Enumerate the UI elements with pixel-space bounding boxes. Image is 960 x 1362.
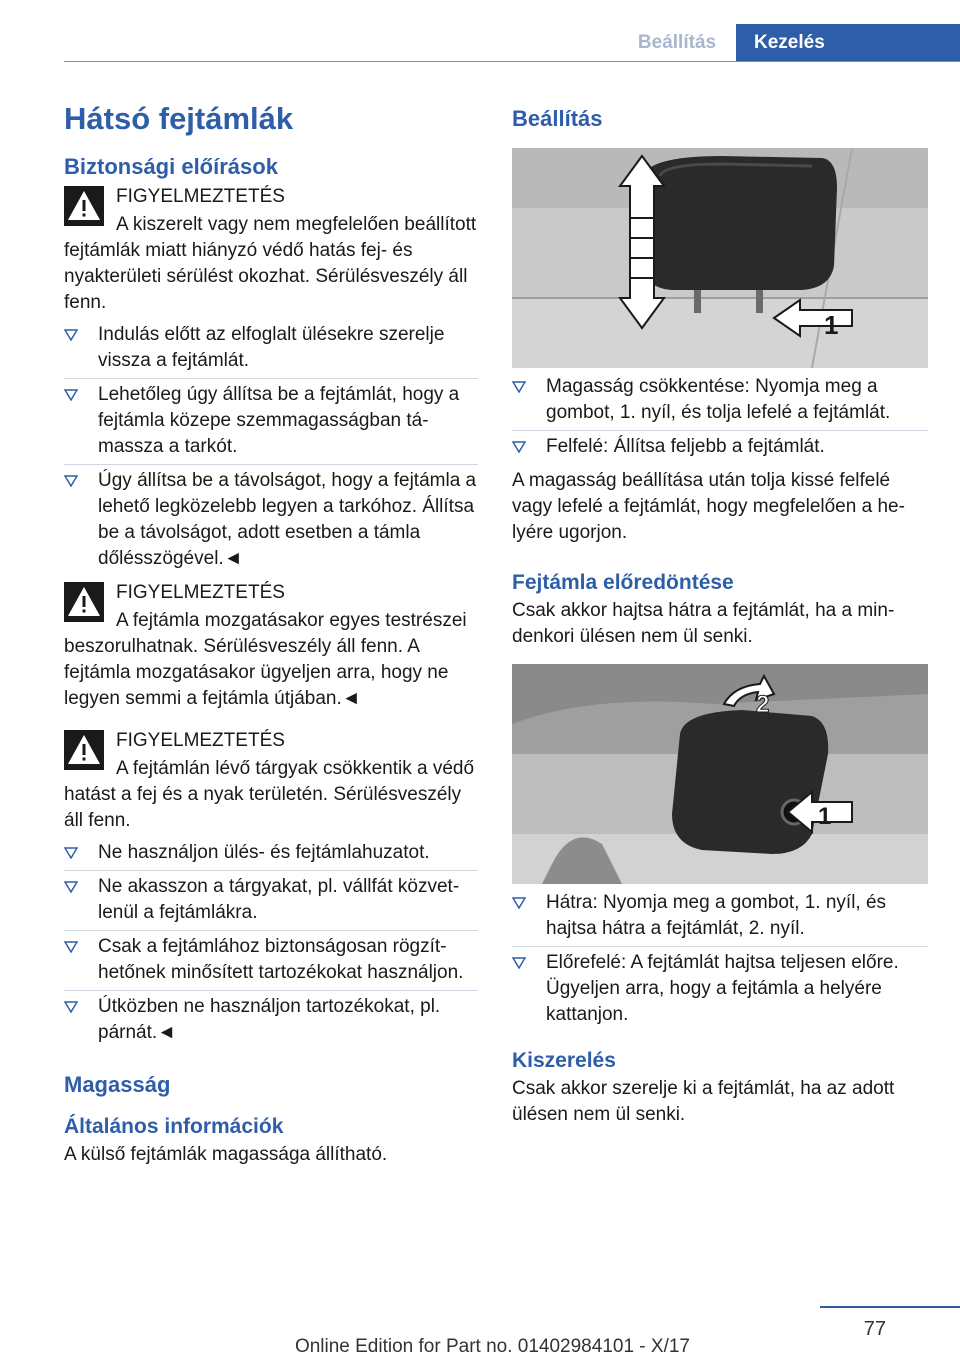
page-number: 77 <box>863 1318 886 1340</box>
remove-text: Csak akkor szerelje ki a fejtámlát, ha az adott ülésen nem ül senki. <box>512 1078 895 1125</box>
list-item <box>512 374 928 426</box>
triangle-bullet-icon <box>512 897 526 909</box>
tilt-list <box>512 890 928 1028</box>
triangle-bullet-icon <box>64 329 78 341</box>
warning-text: A fejtámlán lévő tárgyak csökkentik a védő hatást a fej és a nyak területén. Sérülésveszély áll fenn. <box>64 758 475 831</box>
divider <box>64 464 478 465</box>
headrest-tilt-figure <box>512 664 928 884</box>
warning-title: FIGYELMEZTETÉS <box>116 730 285 751</box>
triangle-bullet-icon <box>512 441 526 453</box>
warning-title: FIGYELMEZTETÉS <box>116 582 285 603</box>
triangle-bullet-icon <box>64 941 78 953</box>
tilt-text: Csak akkor hajtsa hátra a fejtámlát, ha a mindenkori ülésen nem ül senki. <box>512 600 895 647</box>
list-item-text: Előrefelé: A fejtámlát hajtsa teljesen előre. Ügyeljen arra, hogy a fejtámla a helyére kattanjon. <box>546 952 899 1025</box>
list-item-text: Útközben ne használjon tartozékokat, pl. párnát.◄ <box>98 996 441 1043</box>
setting-list <box>512 374 928 460</box>
setting-note: A magasság beállítása után tolja kissé felfelé vagy lefelé a fejtámlát, hogy megfelelően a helyére ugorjon. <box>512 470 905 543</box>
list-item <box>64 468 478 572</box>
header-rule <box>64 61 960 62</box>
figure-callout-1: 1 <box>818 803 832 830</box>
list-item-text: Magasság csökkentése: Nyomja meg a gombot, 1. nyíl, és tolja lefelé a fejtámlát. <box>546 376 891 423</box>
list-item <box>512 950 928 1028</box>
remove-heading: Kiszerelés <box>512 1049 616 1072</box>
triangle-bullet-icon <box>512 957 526 969</box>
warning-text: A fejtámla mozgatásakor egyes testrészei beszorulhatnak. Sérülésveszély áll fenn. A fejtámla mozgatásakor ügyeljen arra, hogy ne legyen semmi a fejtámla útjában.◄ <box>64 610 467 709</box>
warning-triangle-icon <box>64 582 104 622</box>
warning-block-3 <box>64 728 478 834</box>
list-item <box>512 434 928 460</box>
triangle-bullet-icon <box>64 1001 78 1013</box>
figure-callout-1: 1 <box>824 310 839 340</box>
list-item <box>64 994 478 1046</box>
triangle-bullet-icon <box>64 389 78 401</box>
tab-beallitas[interactable]: Beállítás <box>637 31 717 53</box>
footer-rule <box>820 1306 960 1308</box>
warning-triangle-icon <box>64 730 104 770</box>
list-item-text: Indulás előtt az elfoglalt ülésekre szerelje vissza a fejtámlát. <box>98 324 445 371</box>
list-item <box>64 874 478 926</box>
setting-heading: Beállítás <box>512 106 603 131</box>
list-item-text: Felfelé: Állítsa feljebb a fejtámlát. <box>546 436 825 457</box>
list-item <box>64 382 478 460</box>
list-item <box>64 840 478 866</box>
list-item <box>64 322 478 374</box>
triangle-bullet-icon <box>64 475 78 487</box>
divider <box>64 870 478 871</box>
list-item-text: Hátra: Nyomja meg a gombot, 1. nyíl, és hajtsa hátra a fejtámlát, 2. nyíl. <box>546 892 887 939</box>
triangle-bullet-icon <box>64 847 78 859</box>
triangle-bullet-icon <box>512 381 526 393</box>
section-height-heading: Magasság <box>64 1072 171 1097</box>
general-info-text: A külső fejtámlák magassága állítható. <box>64 1144 388 1165</box>
warning-triangle-icon <box>64 186 104 226</box>
warning-block-1 <box>64 184 478 316</box>
tilt-heading: Fejtámla előredöntése <box>512 571 734 594</box>
warning-block-2 <box>64 580 478 712</box>
edition-text: Online Edition for Part no. 01402984101 - X/17 <box>294 1336 690 1357</box>
headrest-height-figure <box>512 148 928 368</box>
list-item <box>512 890 928 942</box>
page-title: Hátsó fejtámlák <box>64 101 294 136</box>
tab-kezeles[interactable]: Kezelés <box>736 24 960 61</box>
list-item-text: Ne használjon ülés- és fejtámlahuzatot. <box>98 842 430 863</box>
list-item-text: Ne akasszon a tárgyakat, pl. vállfát közvetlenül a fejtámlákra. <box>98 876 460 923</box>
divider <box>64 930 478 931</box>
safety-list-2 <box>64 840 478 1046</box>
warning-text: A kiszerelt vagy nem megfelelően beállított fejtámlák miatt hiányzó védő hatás fej- és nyakterületi sérülést okozhat. Sérülésveszély áll fenn. <box>64 214 477 313</box>
right-column <box>512 96 928 1128</box>
triangle-bullet-icon <box>64 881 78 893</box>
divider <box>512 946 928 947</box>
safety-list-1 <box>64 322 478 572</box>
section-safety-heading: Biztonsági előírások <box>64 154 278 179</box>
divider <box>64 990 478 991</box>
divider <box>512 430 928 431</box>
figure-callout-2: 2 <box>756 691 770 718</box>
list-item <box>64 934 478 986</box>
list-item-text: Lehetőleg úgy állítsa be a fejtámlát, hogy a fejtámla közepe szemmagasságban támassza a tarkót. <box>98 384 460 457</box>
divider <box>64 378 478 379</box>
warning-title: FIGYELMEZTETÉS <box>116 186 285 207</box>
list-item-text: Csak a fejtámlához biztonságosan rögzíthetőnek minősített tartozékokat használjon. <box>98 936 464 983</box>
list-item-text: Úgy állítsa be a távolságot, hogy a fejtámla a lehető legközelebb legyen a tarkóhoz. Állítsa be a távolságot, adott esetben a támla dőlésszögével.◄ <box>98 470 477 569</box>
general-info-heading: Általános információk <box>64 1115 284 1138</box>
left-column <box>64 96 478 1168</box>
